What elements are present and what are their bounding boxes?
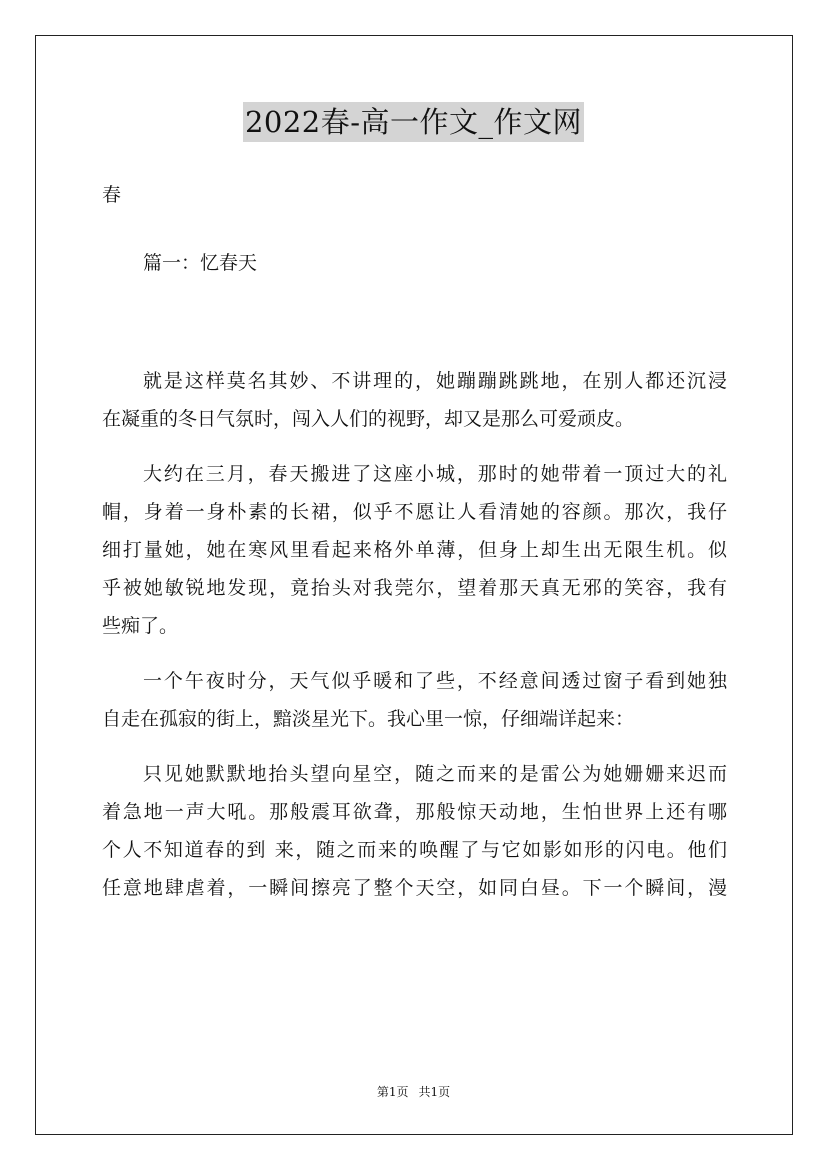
spacer	[102, 645, 727, 662]
page-number: 第1页	[376, 1085, 409, 1099]
document-body	[102, 176, 727, 907]
page-footer	[0, 1084, 827, 1100]
paragraph-line: 些痴了。	[102, 615, 179, 637]
paragraph-line: 着急地一声大吼。那般震耳欲聋，那般惊天动地，生怕世界上还有哪	[102, 801, 727, 823]
document-title: 2022春-高一作文_作文网	[243, 102, 584, 142]
section-heading: 篇一：忆春天	[143, 252, 258, 274]
spacer	[102, 438, 727, 455]
spacer	[102, 214, 727, 244]
paragraph-line: 任意地肆虐着，一瞬间擦亮了整个天空，如同白昼。下一个瞬间，漫	[102, 877, 727, 899]
spacer	[102, 738, 727, 755]
paragraph-line: 乎被她敏锐地发现，竟抬头对我莞尔，望着那天真无邪的笑容，我有	[102, 577, 727, 599]
paragraph-4	[102, 755, 727, 907]
paragraph-line: 自走在孤寂的街上，黯淡星光下。我心里一惊，仔细端详起来：	[102, 708, 635, 730]
paragraph-line: 大约在三月，春天搬进了这座小城，那时的她带着一顶过大的礼	[143, 463, 727, 485]
paragraph-line: 就是这样莫名其妙、不讲理的，她蹦蹦跳跳地，在别人都还沉浸	[143, 370, 727, 392]
paragraph-line: 在凝重的冬日气氛时，闯入人们的视野，却又是那么可爱顽皮。	[102, 408, 635, 430]
paragraph-line: 帽，身着一身朴素的长裙，似乎不愿让人看清她的容颜。那次，我仔	[102, 501, 727, 523]
paragraph-line: 个人不知道春的到 来，随之而来的唤醒了与它如影如形的闪电。他们	[102, 839, 727, 861]
paragraph-line: 一个午夜时分，天气似乎暖和了些，不经意间透过窗子看到她独	[143, 670, 727, 692]
page-total: 共1页	[418, 1085, 451, 1099]
paragraph-1	[102, 362, 727, 438]
spacer	[102, 282, 727, 362]
subject-line: 春	[102, 184, 122, 206]
paragraph-line: 只见她默默地抬头望向星空，随之而来的是雷公为她姗姗来迟而	[143, 763, 727, 785]
paragraph-2	[102, 455, 727, 645]
paragraph-3	[102, 662, 727, 738]
title-wrap	[0, 102, 827, 142]
paragraph-line: 细打量她，她在寒风里看起来格外单薄，但身上却生出无限生机。似	[102, 539, 727, 561]
